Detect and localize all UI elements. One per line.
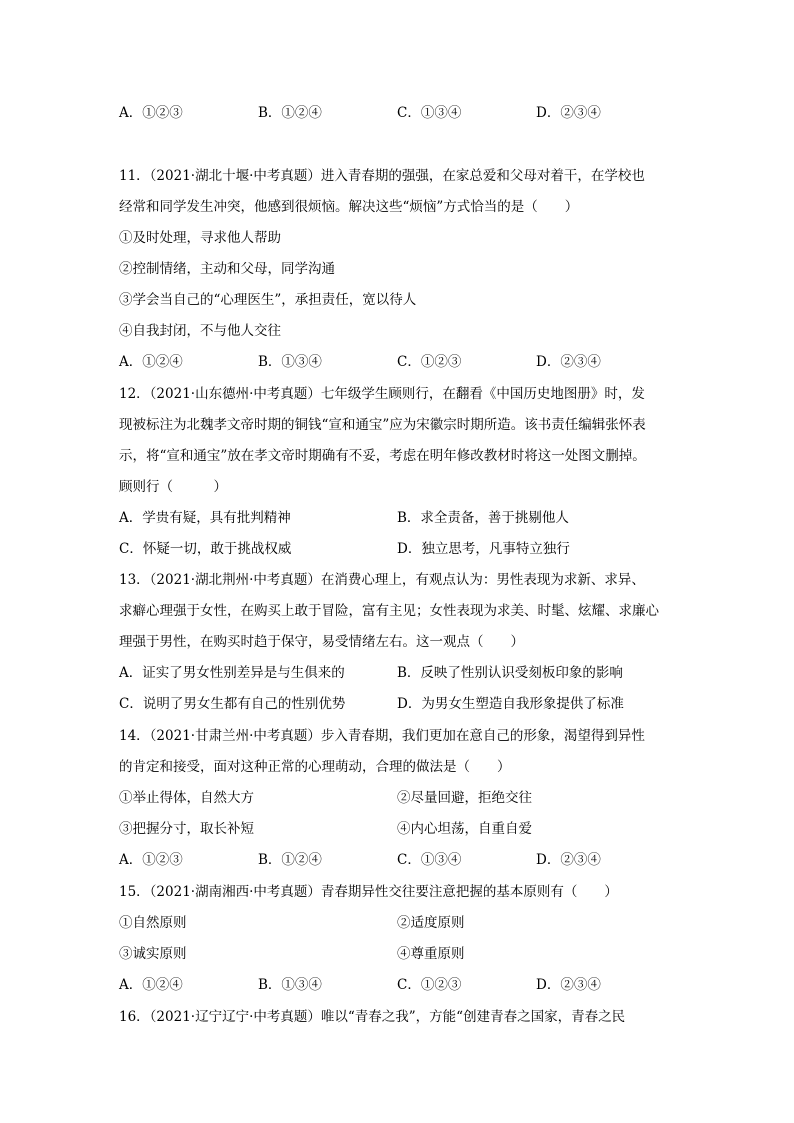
q13-stem-line-2: 求癖心理强于女性，在购买上敢于冒险，富有主见；女性表现为求美、时髦、炫耀、求廉心 [119,603,659,619]
q11-option-c: C．①②③ [397,354,462,370]
q13-option-d: D．为男女生塑造自我形象提供了标准 [397,696,624,712]
q11-stem-line-1: 11．（2021·湖北十堰·中考真题）进入青春期的强强，在家总爱和父母对着干，在学校也 [119,168,645,184]
q11-option-b: B．①③④ [258,354,322,370]
q12-option-c: C．怀疑一切，敢于挑战权威 [119,541,292,557]
q13-stem-line-1: 13．（2021·湖北荆州·中考真题）在消费心理上，有观点认为：男性表现为求新、求异、 [119,572,645,588]
q10-option-b: B．①②④ [258,105,322,121]
q13-stem-line-3: 理强于男性，在购买时趋于保守，易受情绪左右。这一观点（ ） [119,634,524,650]
q14-option-a: A．①②③ [119,852,183,868]
q12-stem-line-1: 12．（2021·山东德州·中考真题）七年级学生顾则行，在翻看《中国历史地图册》时，发 [119,386,645,402]
q16-stem-line-1: 16．（2021·辽宁辽宁·中考真题）唯以“青春之我”，方能“创建青春之国家，青春之民 [119,1009,626,1025]
q14-stem-line-1: 14．（2021·甘肃兰州·中考真题）步入青春期，我们更加在意自己的形象，渴望得到异性 [119,728,645,744]
q14-option-d: D．②③④ [536,852,601,868]
q15-option-d: D．②③④ [536,977,601,993]
q12-stem-line-4: 顾则行（ ） [119,479,227,495]
q14-stem-line-2: 的肯定和接受，面对这种正常的心理萌动，合理的做法是（ ） [119,759,511,775]
q12-stem-line-3: 示，将“宣和通宝”放在孝文帝时期确有不妥，考虑在明年修改教材时将这一处图文删掉。 [119,448,646,464]
q12-option-d: D．独立思考，凡事特立独行 [397,541,570,557]
q14-option-c: C．①③④ [397,852,462,868]
q15-statement-3: ③诚实原则 [119,946,187,962]
q15-stem-line-1: 15．（2021·湖南湘西·中考真题）青春期异性交往要注意把握的基本原则有（ ） [119,884,618,900]
q14-statement-4: ④内心坦荡，自重自爱 [397,821,532,837]
q10-option-d: D．②③④ [536,105,601,121]
q14-statement-2: ②尽量回避，拒绝交往 [397,790,532,806]
q10-option-c: C．①③④ [397,105,462,121]
q13-option-c: C．说明了男女生都有自己的性别优势 [119,696,346,712]
q13-option-a: A．证实了男女性别差异是与生俱来的 [119,665,345,681]
q15-statement-2: ②适度原则 [397,915,465,931]
q11-statement-3: ③学会当自己的“心理医生”，承担责任，宽以待人 [119,292,417,308]
q15-statement-1: ①自然原则 [119,915,187,931]
q11-option-d: D．②③④ [536,354,601,370]
q15-option-a: A．①②④ [119,977,183,993]
q11-option-a: A．①②④ [119,354,183,370]
q13-option-b: B．反映了性别认识受刻板印象的影响 [397,665,623,681]
q11-stem-line-2: 经常和同学发生冲突，他感到很烦恼。解决这些“烦恼”方式恰当的是（ ） [119,199,579,215]
q14-statement-1: ①举止得体，自然大方 [119,790,254,806]
q15-option-c: C．①②③ [397,977,462,993]
q15-option-b: B．①③④ [258,977,322,993]
q15-statement-4: ④尊重原则 [397,946,465,962]
q11-statement-2: ②控制情绪，主动和父母，同学沟通 [119,261,335,277]
q12-stem-line-2: 现被标注为北魏孝文帝时期的铜钱“宣和通宝”应为宋徽宗时期所造。该书责任编辑张怀表 [119,417,646,433]
q11-statement-1: ①及时处理，寻求他人帮助 [119,230,281,246]
q14-statement-3: ③把握分寸，取长补短 [119,821,254,837]
q11-statement-4: ④自我封闭，不与他人交往 [119,323,281,339]
q14-option-b: B．①②④ [258,852,322,868]
q12-option-b: B．求全责备，善于挑剔他人 [397,510,569,526]
q10-option-a: A．①②③ [119,105,183,121]
q12-option-a: A．学贵有疑，具有批判精神 [119,510,291,526]
